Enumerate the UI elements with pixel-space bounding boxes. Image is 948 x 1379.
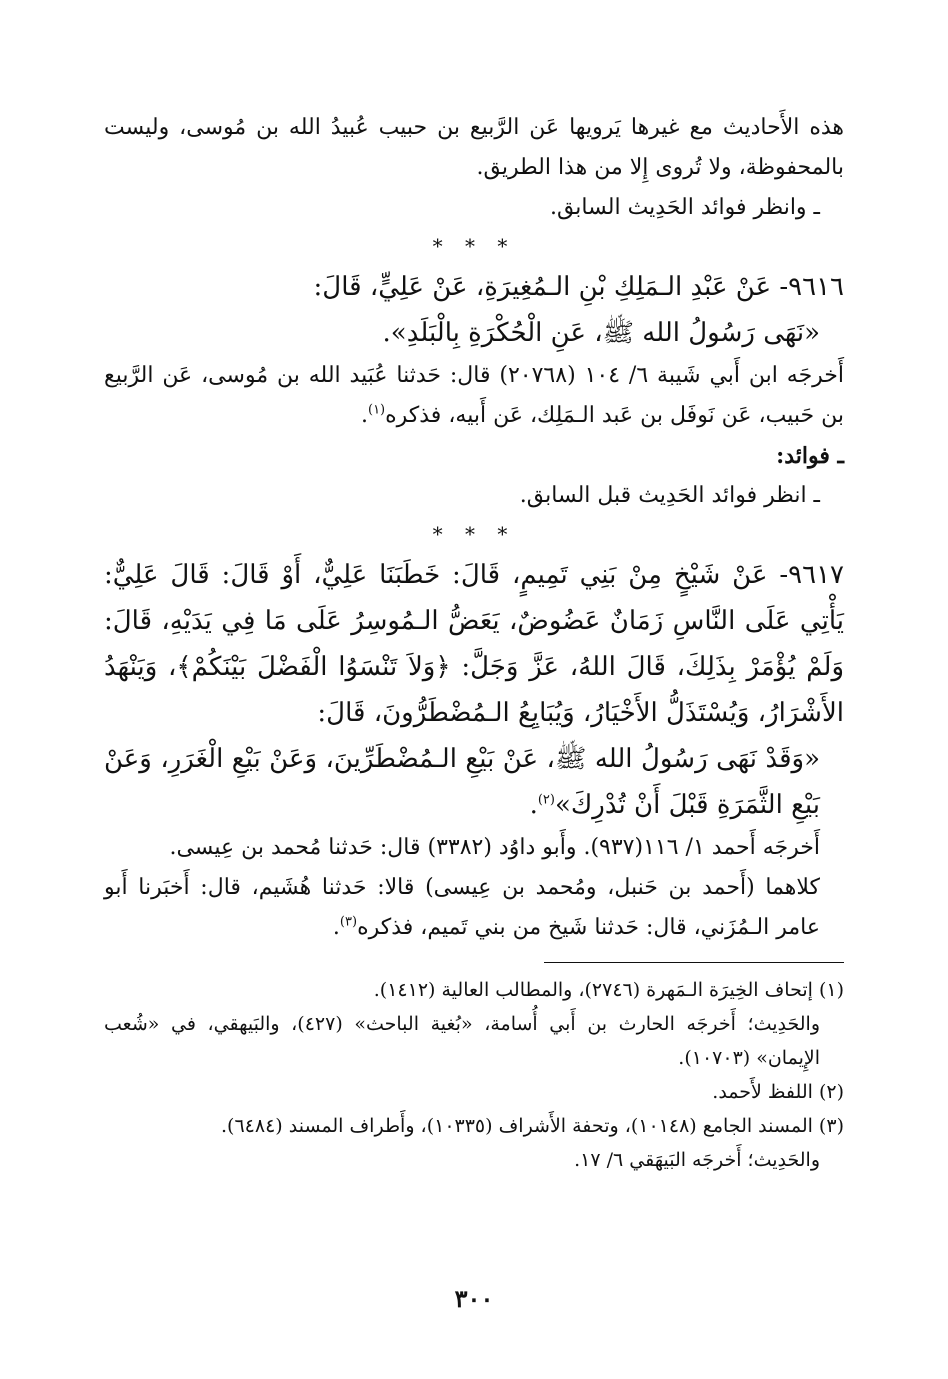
footnote-3: (٣) المسند الجامع (١٠١٤٨)، وتحفة الأَشراف (١٠٣٣٥)، وأَطراف المسند (٦٤٨٤). [221,1115,844,1137]
takhrij-9617-ahmad: أَخرجَه أَحمد ١/ ١١٦(٩٣٧). وأَبو داوُد (٣٣٨٢) قال: حَدثنا مُحمد بن عِيسى. [169,835,820,860]
hadith-9617-quote-text: «وَقَدْ نَهَى رَسُولُ الله ﷺ، عَنْ بَيْعِ الـمُضْطَرِّينَ، وَعَنْ بَيْعِ الْغَرَرِ، وَعَنْ بَيْعِ الثَّمَرَةِ قَبْلَ أَنْ تُدْرِكَ» [104,744,820,820]
section-separator: * * * [432,522,516,546]
footnote-ref-1: (١) [367,402,386,418]
hadith-9617-text: ٩٦١٧- عَنْ شَيْخٍ مِنْ بَنِي تَمِيمٍ، قَالَ: خَطَبَنَا عَلِيٌّ، أَوْ قَالَ: قَالَ عَلِيٌّ: يَأْتِي عَلَى النَّاسِ زَمَانٌ عَضُوضٌ، يَعَضُّ الـمُوسِرُ عَلَى مَا فِي يَدَيْهِ، قَالَ: وَلَمْ يُؤْمَرْ بِذَلِكَ، قَالَ اللهُ، عَزَّ وَجَلَّ: ﴿وَلاَ تَنْسَوُا الْفَضْلَ بَيْنَكُمْ﴾، وَيَنْهَدُ الأَشْرَارُ، وَيُسْتَذَلُّ الأَخْيَارُ، وَيُبَايِعُ الـمُضْطَرُّونَ، قَالَ: [104,560,844,728]
hadith-9617-quote: «وَقَدْ نَهَى رَسُولُ الله ﷺ، عَنْ بَيْعِ الـمُضْطَرِّينَ، وَعَنْ بَيْعِ الْغَرَرِ، وَعَنْ بَيْعِ الثَّمَرَةِ قَبْلَ أَنْ تُدْرِكَ»$^{(٢)}$. [104,744,820,820]
footnote-divider [544,962,844,963]
see-benefits-note: ـ وانظر فوائد الحَدِيث السابق. [549,195,820,220]
footnote-2: (٢) اللفظ لأَحمد. [712,1081,844,1103]
page-content [104,108,844,1319]
fawaid-label: ـ فوائد: [776,443,844,469]
page-number: ٣٠٠ [454,1284,494,1313]
hadith-9616-text: ٩٦١٦- عَنْ عَبْدِ الـمَلِكِ بْنِ الـمُغِيرَةِ، عَنْ عَلِيٍّ، قَالَ: [313,272,844,302]
footnote-3-continuation: والحَدِيث؛ أَخرجَه البَيهَقي ٦/ ١٧. [574,1149,820,1171]
footnote-1-continuation: والحَدِيث؛ أَخرجَه الحارث بن أَبي أُسامة، «بُغية الباحث» (٤٢٧)، والبَيهقي، في «شُعب الإِيمان» (١٠٧٠٣). [104,1013,820,1069]
footnote-ref-3: (٣) [339,914,358,930]
footnote-1: (١) إتحاف الخِيرَة الـمَهرة (٢٧٤٦)، والمطالب العالية (١٤١٢). [373,979,844,1001]
takhrij-9616: أَخرجَه ابن أَبي شَيبة ٦/ ١٠٤ (٢٠٧٦٨) قال: حَدثنا عُبَيد الله بن مُوسى، عَن الرَّبيع بن حَبيب، عَن نَوفَل بن عَبد الـمَلِك، عَن أَبيه، فذكره$^{(١)}$. [104,363,845,428]
takhrij-9617-chain: كلاهما (أَحمد بن حَنبل، ومُحمد بن عِيسى) قالا: حَدثنا هُشَيم، قال: أَخبَرنا أَبو عامر الـمُزَني، قال: حَدثنا شَيخ من بني تَميم، فذكره$^{(٣)}$. [104,875,820,940]
section-separator: * * * [432,234,516,258]
takhrij-9616-text: أَخرجَه ابن أَبي شَيبة ٦/ ١٠٤ (٢٠٧٦٨) قال: حَدثنا عُبَيد الله بن مُوسى، عَن الرَّبيع بن حَبيب، عَن نَوفَل بن عَبد الـمَلِك، عَن أَبيه، فذكره [104,363,845,428]
footnote-ref-2: (٢) [537,792,555,808]
intro-paragraph: هذه الأَحاديث مع غيرها يَرويها عَن الرَّبيع بن حبيب عُبيدُ الله بن مُوسى، وليست بالمحفوظة، ولا تُروى إِلا من هذا الطريق. [104,115,844,180]
fawaid-text: ـ انظر فوائد الحَدِيث قبل السابق. [519,483,820,508]
takhrij-9617-chain-text: كلاهما (أَحمد بن حَنبل، ومُحمد بن عِيسى) قالا: حَدثنا هُشَيم، قال: أَخبَرنا أَبو عامر الـمُزَني، قال: حَدثنا شَيخ من بني تَميم، فذكره [104,875,820,940]
hadith-9616-quote: «نَهَى رَسُولُ الله ﷺ، عَنِ الْحُكْرَةِ بِالْبَلَدِ». [382,318,820,348]
